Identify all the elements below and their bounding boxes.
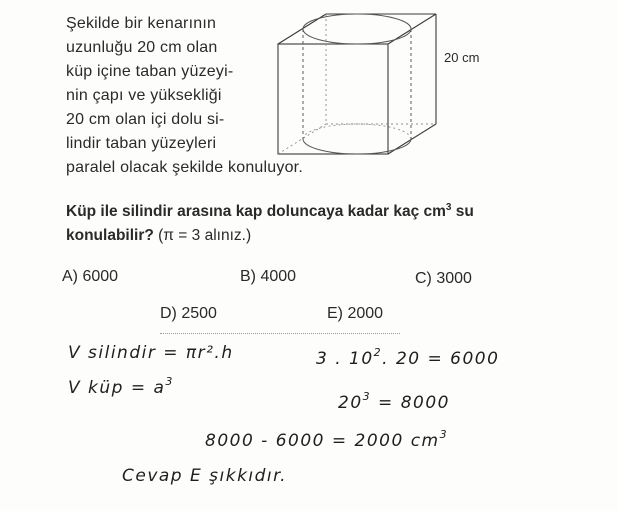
problem-line-7: paralel olacak şekilde konuluyor. bbox=[66, 159, 303, 176]
question-part-1: Küp ile silindir arasına kap doluncaya kadar kaç cm bbox=[66, 203, 446, 220]
difference-part-a: 8000 - 6000 = 2000 cm bbox=[205, 431, 440, 451]
problem-line-4: nin çapı ve yüksekliği bbox=[66, 87, 222, 104]
handwritten-cylinder-calc bbox=[316, 346, 499, 369]
question-text bbox=[66, 196, 546, 248]
problem-line-5: 20 cm olan içi dolu si- bbox=[66, 111, 225, 128]
choice-c[interactable]: C) 3000 bbox=[415, 270, 472, 287]
cube-calc-part-a: 20 bbox=[338, 393, 363, 413]
cube-calc-part-b: = 8000 bbox=[371, 393, 450, 413]
handwritten-difference bbox=[205, 428, 448, 451]
question-part-2: su konulabilir? bbox=[66, 203, 474, 244]
handwritten-cube-calc bbox=[338, 390, 450, 413]
problem-line-6: lindir taban yüzeyleri bbox=[66, 135, 217, 152]
difference-sup: 3 bbox=[439, 428, 449, 441]
cylinder-top-ellipse bbox=[303, 14, 411, 44]
cube-front-face bbox=[278, 44, 388, 154]
cyl-calc-part-a: 3 . 10 bbox=[316, 349, 374, 369]
cylinder-bottom-back bbox=[303, 124, 411, 139]
problem-line-1: Şekilde bir kenarının bbox=[66, 15, 217, 32]
cube-cylinder-figure bbox=[274, 8, 474, 158]
choice-e[interactable]: E) 2000 bbox=[327, 305, 384, 322]
handwritten-cylinder-formula: V silindir = πr².h bbox=[68, 343, 234, 363]
cyl-calc-part-b: . 20 = 6000 bbox=[382, 349, 500, 369]
handwritten-cube-formula bbox=[68, 375, 174, 398]
handwritten-answer: Cevap E şıkkıdır. bbox=[122, 466, 287, 486]
question-superscript: 3 bbox=[445, 202, 452, 213]
problem-line-3: küp içine taban yüzeyi- bbox=[66, 63, 234, 80]
cube-calc-sup: 3 bbox=[362, 390, 372, 403]
question-hint: (π = 3 alınız.) bbox=[153, 227, 252, 244]
cyl-calc-sup: 2 bbox=[373, 346, 383, 359]
choice-b[interactable]: B) 4000 bbox=[240, 268, 297, 285]
choice-a[interactable]: A) 6000 bbox=[62, 268, 119, 285]
choice-d[interactable]: D) 2500 bbox=[160, 305, 217, 322]
problem-line-2: uzunluğu 20 cm olan bbox=[66, 39, 218, 56]
cube-formula-part-a: V küp = a bbox=[68, 378, 166, 398]
cube-edge-label: 20 cm bbox=[444, 50, 480, 65]
separator-line bbox=[160, 333, 400, 334]
cylinder-bottom-front bbox=[303, 139, 411, 154]
cube-formula-sup: 3 bbox=[165, 375, 174, 388]
